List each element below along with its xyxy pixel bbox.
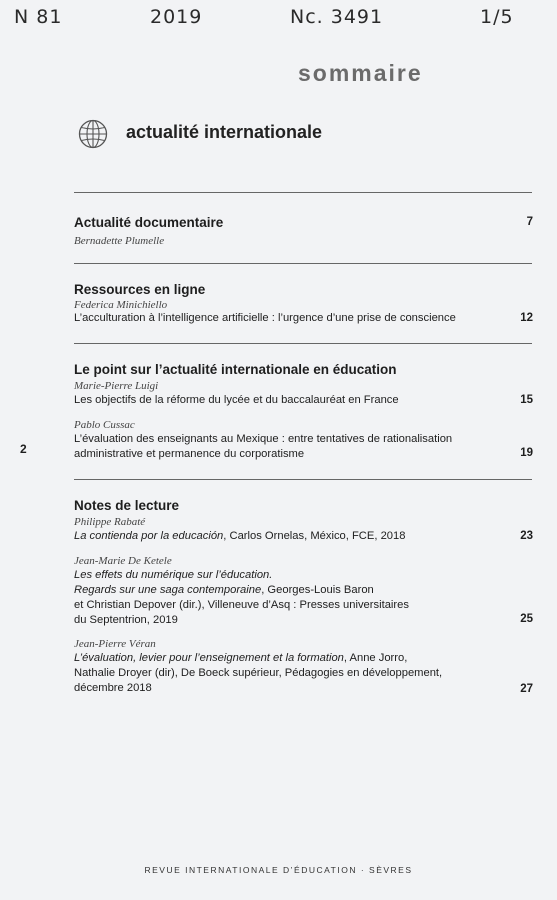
book-subtitle: Regards sur une saga contemporaine xyxy=(74,584,262,596)
page-number: 7 xyxy=(526,216,533,228)
handwritten-note: N 81 xyxy=(14,6,63,28)
page-number: 25 xyxy=(520,613,533,625)
handwritten-note: 2019 xyxy=(150,6,203,28)
book-details: Nathalie Droyer (dir), De Boeck supérieur, Pédagogies en développement, xyxy=(74,667,443,679)
divider xyxy=(74,263,532,264)
handwritten-note: 1/5 xyxy=(480,6,514,28)
globe-icon xyxy=(78,119,108,149)
toc-entry-title: L’évaluation des enseignants au Mexique : entre tentatives de rationalisation xyxy=(74,433,453,445)
book-details: , Carlos Ornelas, México, FCE, 2018 xyxy=(223,530,406,542)
book-title: Les effets du numérique sur l’éducation. xyxy=(74,569,273,581)
divider xyxy=(74,192,532,193)
book-details: décembre 2018 xyxy=(74,682,152,694)
toc-heading: Le point sur l’actualité internationale en éducation xyxy=(74,362,397,377)
book-details: , Georges-Louis Baron xyxy=(261,584,374,596)
section-title: actualité internationale xyxy=(126,122,323,142)
toc-entry-title: administrative et permanence du corporatisme xyxy=(74,448,305,460)
toc-entry-title xyxy=(74,651,407,667)
book-details: du Septentrion, 2019 xyxy=(74,614,178,626)
book-details: , Anne Jorro, xyxy=(343,652,408,664)
page-title: sommaire xyxy=(298,60,423,86)
book-title: L’évaluation, levier pour l’enseignement et la formation xyxy=(74,652,344,664)
toc-author: Pablo Cussac xyxy=(74,419,135,431)
toc-author: Bernadette Plumelle xyxy=(74,235,165,247)
toc-entry-title xyxy=(74,583,374,599)
toc-author: Philippe Rabaté xyxy=(74,516,146,528)
page-number: 27 xyxy=(520,683,533,695)
book-details: et Christian Depover (dir.), Villeneuve d’Asq : Presses universitaires xyxy=(74,599,409,611)
book-title: La contienda por la educación xyxy=(74,530,224,542)
toc-heading: Notes de lecture xyxy=(74,498,180,513)
page-number: 12 xyxy=(520,312,533,324)
page-number: 15 xyxy=(520,394,533,406)
handwritten-note: Nc. 3491 xyxy=(290,6,384,28)
toc-author: Federica Minichiello xyxy=(74,299,168,311)
toc-author: Marie-Pierre Luigi xyxy=(74,380,159,392)
toc-author: Jean-Marie De Ketele xyxy=(74,555,172,567)
divider xyxy=(74,479,532,480)
page-number: 23 xyxy=(520,530,533,542)
toc-entry-title xyxy=(74,529,405,545)
divider xyxy=(74,343,532,344)
page-number: 19 xyxy=(520,447,533,459)
running-footer: REVUE INTERNATIONALE D’ÉDUCATION · SÈVRES xyxy=(144,865,413,875)
folio-number: 2 xyxy=(20,442,27,456)
toc-entry-title: L’acculturation à l’intelligence artificielle : l’urgence d’une prise de conscience xyxy=(74,312,456,324)
toc-heading: Ressources en ligne xyxy=(74,282,206,297)
toc-author: Jean-Pierre Véran xyxy=(74,638,156,650)
toc-heading: Actualité documentaire xyxy=(74,215,224,230)
toc-entry-title: Les objectifs de la réforme du lycée et du baccalauréat en France xyxy=(74,394,399,406)
